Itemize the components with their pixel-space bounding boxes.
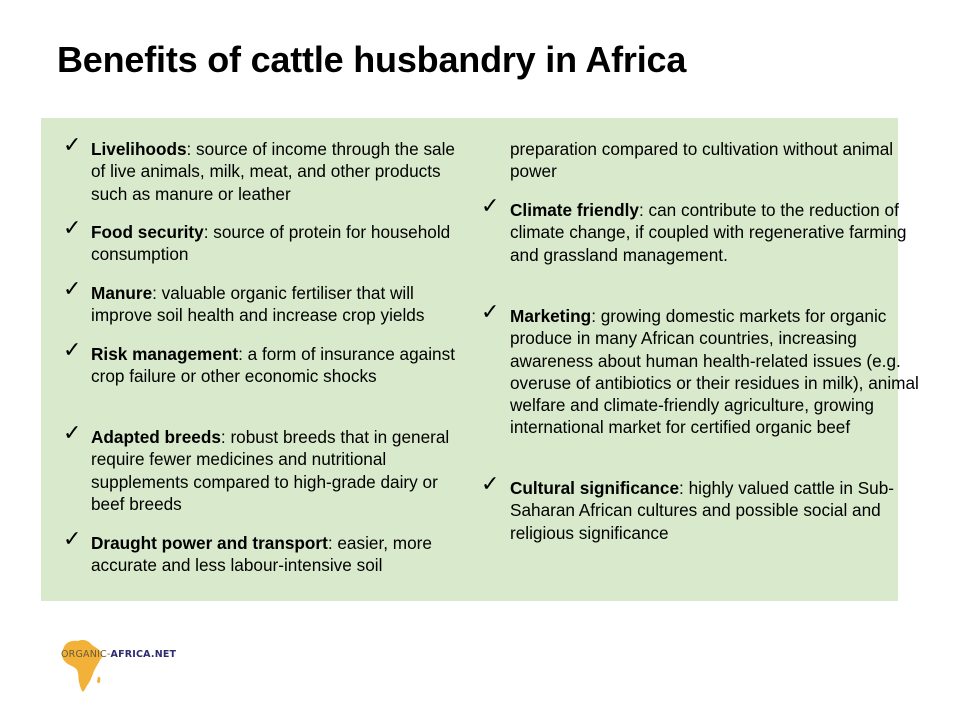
item-desc: : growing domestic markets for organic produce in many African countries, increasing awareness about human health-related issues (e.g. overuse of antibiotics or their residues in milk), animal welfare and climate-friendly agriculture, growing international market for certified organic beef [510, 306, 919, 438]
item-desc: : robust breeds that in general require fewer medicines and nutritional supplements compared to high-grade dairy or beef breeds [91, 427, 450, 514]
check-icon: ✓ [481, 300, 500, 325]
check-icon: ✓ [481, 472, 500, 497]
check-icon: ✓ [63, 133, 82, 158]
organic-africa-logo[interactable] [58, 637, 178, 697]
item-desc: : can contribute to the reduction of climate change, if coupled with regenerative farming and grassland management. [510, 200, 907, 265]
item-term: Livelihoods [91, 139, 187, 159]
item-term: Adapted breeds [91, 427, 221, 447]
benefits-panel [41, 118, 919, 601]
item-term: Climate friendly [510, 200, 639, 220]
item-desc: : valuable organic fertiliser that will improve soil health and increase crop yields [91, 283, 425, 326]
item-desc: : highly valued cattle in Sub-Saharan African cultures and possible social and religious significance [510, 478, 895, 543]
logo-text: ORGANIC-AFRICA.NET [61, 649, 177, 660]
check-icon: ✓ [63, 527, 82, 552]
item-term: Cultural significance [510, 478, 680, 498]
item-desc: : easier, more accurate and less labour-intensive soil [91, 533, 432, 576]
item-desc: : source of protein for household consumption [91, 222, 451, 265]
item-term: Manure [91, 283, 153, 303]
check-icon: ✓ [63, 277, 82, 302]
page-title: Benefits of cattle husbandry in Africa [57, 39, 687, 80]
check-icon: ✓ [63, 338, 82, 363]
item-desc: : a form of insurance against crop failure or other economic shocks [91, 344, 455, 387]
item-desc: : source of income through the sale of live animals, milk, meat, and other products such as manure or leather [91, 139, 455, 204]
africa-map-icon [58, 637, 118, 695]
item-desc: preparation compared to cultivation without animal power [510, 139, 894, 182]
item-term: Risk management [91, 344, 239, 364]
item-term: Food security [91, 222, 204, 242]
check-icon: ✓ [63, 216, 82, 241]
item-term: Marketing [510, 306, 592, 326]
item-term: Draught power and transport [91, 533, 328, 553]
check-icon: ✓ [481, 194, 500, 219]
check-icon: ✓ [63, 421, 82, 446]
